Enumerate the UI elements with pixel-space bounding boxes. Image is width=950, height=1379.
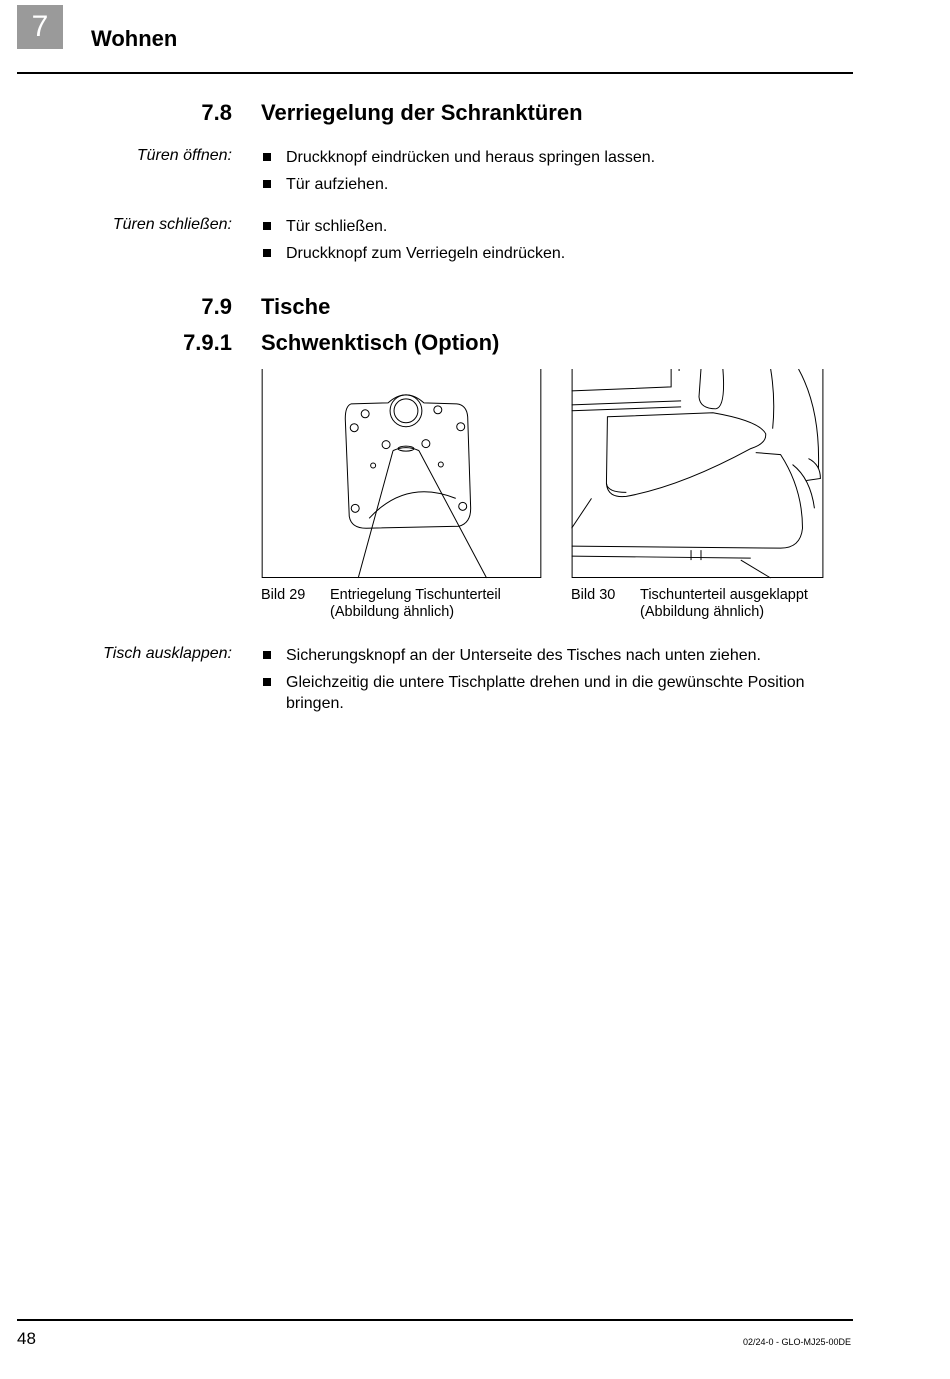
chapter-number-box: 7: [17, 5, 63, 49]
list-item: Gleichzeitig die untere Tischplatte drehen und in die gewünschte Position bringen.: [261, 672, 861, 714]
bullet-square-icon: [263, 651, 271, 659]
section-7-9-1-number: 7.9.1: [183, 330, 232, 355]
label-doors-close: Türen schließen:: [112, 216, 232, 233]
list-item: Tür aufziehen.: [261, 174, 861, 195]
document-code: 02/24-0 - GLO-MJ25-00DE: [742, 1337, 851, 1347]
list-item: Druckknopf zum Verriegeln eindrücken.: [261, 243, 861, 264]
figure-30-table-unfolded-drawing: [571, 369, 825, 579]
bullet-square-icon: [263, 249, 271, 257]
doors-open-list: [261, 147, 861, 201]
figure-29-caption-line2: (Abbildung ähnlich): [330, 604, 455, 620]
footer-divider: [17, 1319, 853, 1321]
bullet-square-icon: [263, 180, 271, 188]
section-7-9-number: 7.9: [201, 294, 232, 319]
list-item: Tür schließen.: [261, 216, 861, 237]
label-doors-open: Türen öffnen:: [136, 147, 232, 164]
header-divider: [17, 72, 853, 74]
section-7-8-title: Verriegelung der Schranktüren: [261, 100, 583, 125]
figure-29-number: Bild 29: [261, 587, 306, 603]
list-item: Druckknopf eindrücken und heraus springen lassen.: [261, 147, 861, 168]
section-7-8-number: 7.8: [201, 100, 232, 125]
figure-30-caption-line2: (Abbildung ähnlich): [640, 604, 765, 620]
chapter-title: Wohnen: [91, 26, 178, 51]
page-number: 48: [17, 1329, 36, 1348]
section-7-9-1-title: Schwenktisch (Option): [261, 330, 500, 355]
table-unfold-list: [261, 645, 861, 720]
bullet-square-icon: [263, 153, 271, 161]
figure-30-number: Bild 30: [571, 587, 616, 603]
figure-29-caption-line1: Entriegelung Tischunterteil: [330, 587, 501, 603]
label-table-unfold: Tisch ausklappen:: [103, 645, 232, 662]
figure-29-table-release-drawing: [261, 369, 542, 579]
doors-close-list: [261, 216, 861, 270]
section-7-9-title: Tische: [261, 294, 331, 319]
bullet-square-icon: [263, 678, 271, 686]
bullet-square-icon: [263, 222, 271, 230]
list-item: Sicherungsknopf an der Unterseite des Tisches nach unten ziehen.: [261, 645, 861, 666]
figure-30-caption-line1: Tischunterteil ausgeklappt: [640, 587, 808, 603]
